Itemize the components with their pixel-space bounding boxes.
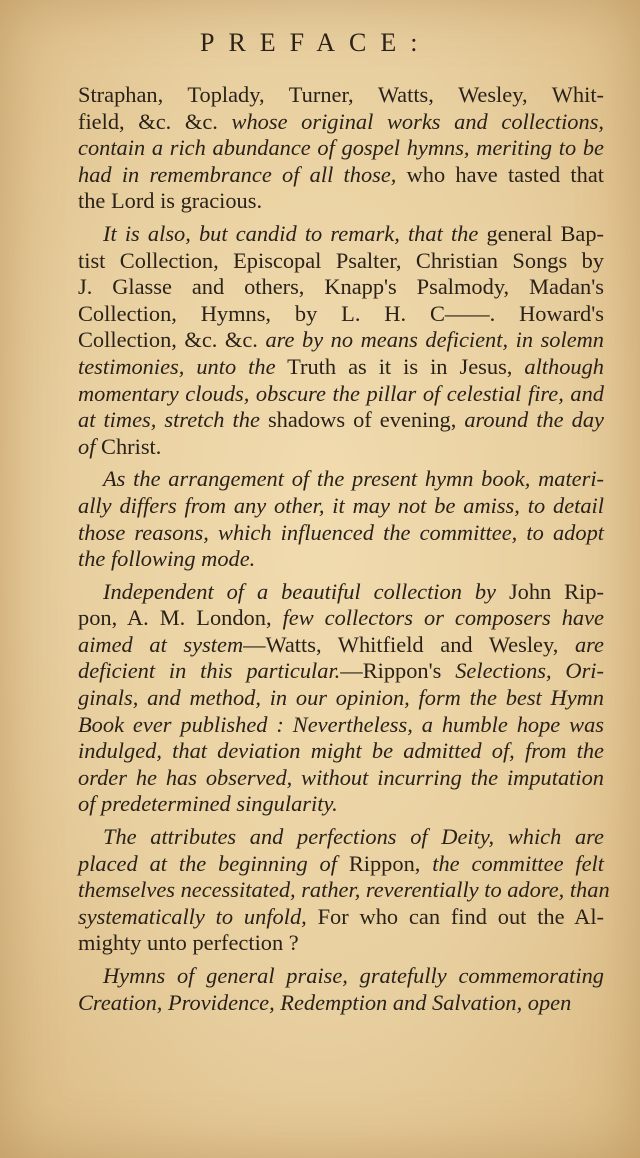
italic-run: Book ever published : Nevertheless, a humble hope was: [78, 711, 604, 737]
italic-run: around the day: [464, 407, 604, 433]
italic-run: systematically to unfold,: [78, 903, 307, 929]
paragraph: [78, 824, 610, 957]
running-header: PREFACE:: [200, 28, 432, 57]
paragraph: [78, 963, 604, 1016]
italic-run: themselves necessitated, rather, reverentially to adore, than: [78, 877, 610, 903]
roman-run: Rippon,: [336, 850, 433, 876]
paragraph: [78, 221, 604, 460]
italic-run: Selections, Ori-: [455, 658, 604, 684]
text-line: [78, 407, 604, 434]
text-line: [78, 354, 604, 381]
text-line: [78, 605, 604, 632]
italic-run: the committee felt: [432, 850, 604, 876]
text-line: [78, 520, 604, 547]
roman-run: John Rip-: [496, 578, 604, 604]
text-line: [78, 301, 604, 328]
italic-run: Independent of a beautiful collection by: [103, 578, 496, 604]
text-line: [78, 851, 604, 878]
roman-run: Collection, &c. &c.: [78, 327, 266, 353]
text-line: [78, 824, 604, 851]
paragraph: [78, 579, 604, 818]
italic-run: The attributes and perfections of Deity, which are: [103, 824, 604, 850]
text-line: [78, 327, 604, 354]
italic-run: As the arrangement of the present hymn book, materi-: [103, 466, 604, 492]
text-line: [78, 248, 604, 275]
italic-run: contain a rich abundance of gospel hymns, meriting to be: [78, 135, 604, 161]
roman-run: the Lord is gracious.: [78, 188, 263, 214]
italic-run: although: [524, 353, 604, 379]
text-line: [78, 930, 604, 957]
text-line: [78, 274, 604, 301]
italic-run: order he has observed, without incurring the imputation: [78, 764, 604, 790]
italic-run: ginals, and method, in our opinion, form the best Hymn: [78, 685, 604, 711]
text-line: [78, 632, 604, 659]
text-line: [78, 82, 604, 109]
text-line: [78, 135, 604, 162]
roman-run: shadows of evening,: [259, 407, 465, 433]
roman-run: Straphan, Toplady, Turner, Watts, Wesley, Whit-: [78, 82, 604, 107]
text-line: [78, 162, 604, 189]
text-line: [78, 963, 604, 990]
text-line: [78, 109, 604, 136]
roman-run: Collection, Hymns, by L. H. C——. Howard's: [78, 300, 604, 326]
italic-run: It is also, but candid to remark, that the: [103, 220, 479, 246]
text-line: [78, 188, 604, 215]
italic-run: are: [574, 631, 605, 657]
roman-run: J. Glasse and others, Knapp's Psalmody, Madan's: [78, 274, 604, 300]
paragraph: [78, 82, 604, 215]
italic-run: of: [78, 433, 96, 459]
text-line: [78, 877, 610, 904]
roman-run: Christ.: [95, 433, 162, 459]
roman-run: —Watts, Whitfield and Wesley,: [243, 631, 575, 657]
italic-run: Creation, Providence, Redemption and Salvation, open: [78, 989, 572, 1015]
italic-run: whose original works and collections,: [231, 108, 604, 134]
text-line: [78, 765, 604, 792]
text-line: [78, 546, 604, 573]
italic-run: deficient in this particular.: [78, 658, 341, 684]
text-line: [78, 904, 604, 931]
italic-run: those reasons, which influenced the committee, to adopt: [78, 519, 604, 545]
text-line: [78, 791, 604, 818]
italic-run: momentary clouds, obscure the pillar of celestial fire, and: [78, 380, 604, 406]
italic-run: placed at the beginning of: [78, 850, 337, 876]
text-line: [78, 434, 604, 461]
text-line: [78, 658, 604, 685]
text-line: [78, 466, 604, 493]
roman-run: who have tasted that: [396, 161, 604, 187]
italic-run: few collectors or composers have: [282, 605, 604, 631]
italic-run: indulged, that deviation might be admitted of, from the: [78, 738, 604, 764]
roman-run: tist Collection, Episcopal Psalter, Christian Songs by: [78, 247, 604, 273]
italic-run: testimonies, unto the: [78, 353, 276, 379]
text-line: [78, 579, 604, 606]
italic-run: aimed at system: [78, 631, 244, 657]
italic-run: of predetermined singularity.: [78, 791, 338, 817]
italic-run: Hymns of general praise, gratefully commemorating: [103, 963, 604, 988]
italic-run: the following mode.: [78, 546, 256, 572]
roman-run: —Rippon's: [340, 658, 456, 684]
preface-text: [78, 82, 610, 1016]
roman-run: mighty unto perfection ?: [78, 930, 299, 956]
text-line: [78, 738, 604, 765]
roman-run: pon, A. M. London,: [78, 605, 283, 631]
roman-run: field, &c. &c.: [78, 108, 232, 134]
italic-run: had in remembrance of all those,: [78, 161, 397, 187]
italic-run: ally differs from any other, it may not be amiss, to detail: [78, 492, 604, 518]
roman-run: Truth as it is in Jesus,: [275, 353, 525, 379]
text-line: [78, 712, 604, 739]
text-line: [78, 685, 604, 712]
text-line: [78, 381, 604, 408]
italic-run: at times, stretch the: [78, 407, 260, 433]
roman-run: For who can find out the Al-: [306, 903, 604, 929]
paragraph: [78, 466, 604, 572]
text-line: [78, 221, 604, 248]
italic-run: are by no means deficient, in solemn: [265, 327, 605, 353]
text-line: [78, 493, 604, 520]
text-line: [78, 990, 604, 1017]
roman-run: general Bap-: [478, 220, 604, 246]
